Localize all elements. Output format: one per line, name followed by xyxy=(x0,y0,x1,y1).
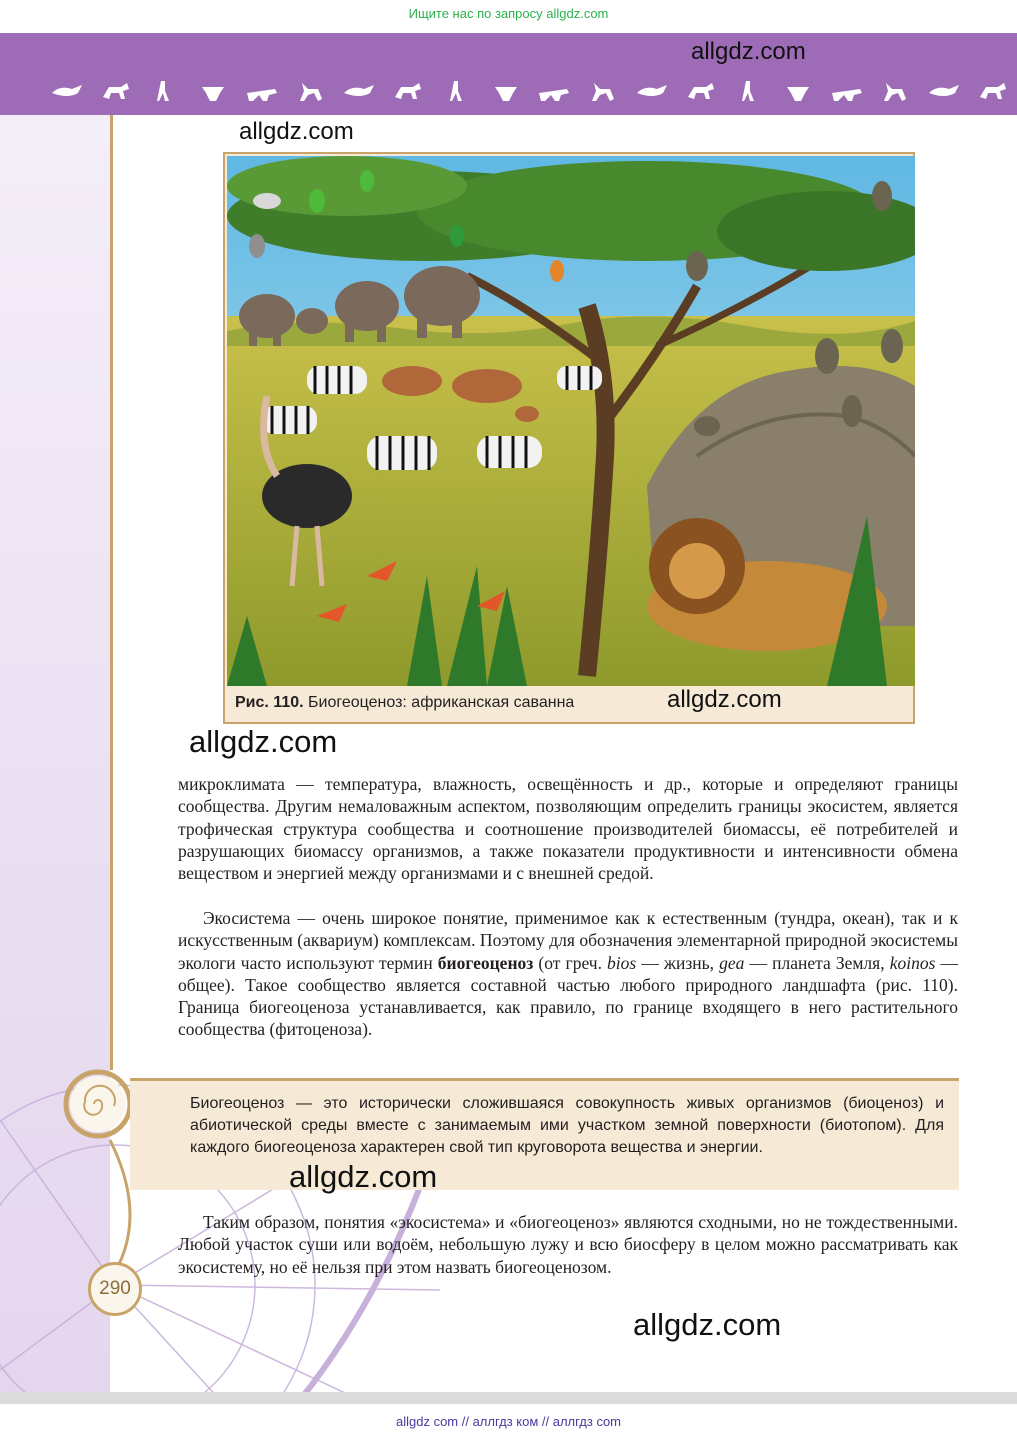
animal-silhouette-icon xyxy=(927,79,961,103)
figure-caption xyxy=(235,694,574,712)
animal-silhouette-icon xyxy=(976,79,1010,103)
animal-silhouette-icon xyxy=(147,79,181,103)
animal-silhouette-icon xyxy=(830,79,864,103)
definition-text: Биогеоценоз — это исторически сложившаяся совокупность живых организмов (биоценоз) и абиотической среды вместе с занимаемым ими участком земной поверхности (биотопом). Для каждого биогеоценоза характерен свой тип круговорота вещества и энергии. xyxy=(190,1095,944,1156)
animal-silhouette-icon xyxy=(50,79,84,103)
caption-label: Рис. 110. xyxy=(235,694,304,711)
margin-rule xyxy=(110,115,113,1070)
animal-silhouette-icon xyxy=(342,79,376,103)
watermark: allgdz.com xyxy=(289,1159,438,1194)
paragraph-2 xyxy=(178,907,958,1041)
animal-silhouette-icon xyxy=(537,79,571,103)
animal-silhouette-icon xyxy=(196,79,230,103)
caption-text: Биогеоценоз: африканская саванна xyxy=(308,694,575,711)
paragraph-2-text: (от греч. xyxy=(533,952,608,973)
paragraph-1: микроклимата — температура, влажность, освещённость и др., которые и определяют границы сообщества. Другим немаловажным аспектом, позволяющим определить границы экосистем, является трофическая структура сообщества и соотношение производителей биомассы, её потребителей и разрушающих биомассу организмов, а также показатели продуктивности и интенсивности обмена веществом и энергией между организмами и с внешней средой. xyxy=(178,774,958,884)
paragraph-2-text: — жизнь, xyxy=(636,952,720,973)
animal-silhouette-icon xyxy=(294,79,328,103)
animal-silhouette-strip xyxy=(50,76,1010,106)
animal-silhouette-icon xyxy=(781,79,815,103)
term-biogeocenosis: биогеоценоз xyxy=(437,952,534,973)
animal-silhouette-icon xyxy=(635,79,669,103)
animal-silhouette-icon xyxy=(489,79,523,103)
watermark: allgdz.com xyxy=(633,1307,782,1342)
animal-silhouette-icon xyxy=(878,79,912,103)
paragraph-2-text: — общее). Такое сообщество является составной частью любого природного ландшафта (рис. 110). Граница биогеоценоза устанавливается, как правило, по границе входящего в него растительного сообщества (фитоценоза). xyxy=(178,952,958,1040)
paragraph-3-text: Таким образом, понятия «экосистема» и «биогеоценоз» являются сходными, но не тождественными. Любой участок суши или водоём, небольшую лужу и всю биосферу в целом можно рассматривать как экосистему, но её нельзя при этом назвать биогеоценозом. xyxy=(178,1212,958,1277)
paragraph-2-text: Экосистема — очень широкое понятие, применимое как к естественным (тундра, океан), так и к искусственным (аквариум) комплексам. Поэтому для обозначения элементарной природной экосистемы экологи часто используют термин xyxy=(178,908,958,973)
animal-silhouette-icon xyxy=(586,79,620,103)
watermark: allgdz.com xyxy=(239,118,354,145)
figure-savanna xyxy=(223,152,915,724)
animal-silhouette-icon xyxy=(99,79,133,103)
watermark: allgdz.com xyxy=(691,38,806,65)
page-number-badge xyxy=(88,1262,142,1316)
greek-word: koinos xyxy=(889,952,936,973)
watermark: allgdz.com xyxy=(189,724,338,759)
paragraph-2-text: — планета Земля, xyxy=(744,952,890,973)
top-note: Ищите нас по запросу allgdz.com xyxy=(408,6,609,21)
footer: allgdz com // аллгдз ком // аллгдз com xyxy=(395,1414,622,1429)
definition-box xyxy=(130,1078,959,1190)
paragraph-3 xyxy=(178,1211,958,1278)
animal-silhouette-icon xyxy=(732,79,766,103)
animal-silhouette-icon xyxy=(440,79,474,103)
greek-word: bios xyxy=(607,952,637,973)
savanna-illustration xyxy=(227,156,915,686)
greek-word: gea xyxy=(719,952,745,973)
page-number: 290 xyxy=(99,1278,131,1299)
animal-silhouette-icon xyxy=(391,79,425,103)
page-bottom-edge xyxy=(0,1392,1017,1404)
animal-silhouette-icon xyxy=(245,79,279,103)
watermark: allgdz.com xyxy=(667,686,782,713)
animal-silhouette-icon xyxy=(684,79,718,103)
